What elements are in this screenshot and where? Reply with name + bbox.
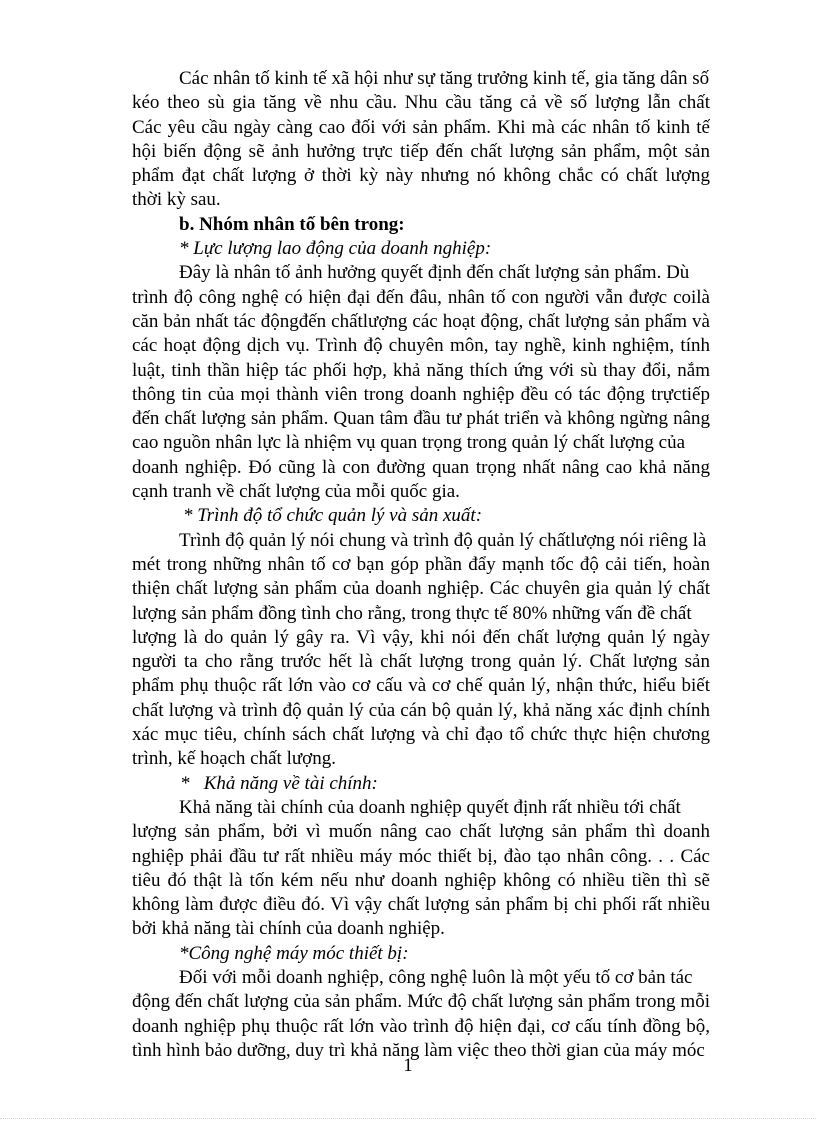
text-line: phẩm đạt chất lượng ở thời kỳ này nhưng nó không chắc có chất lượng [132,165,710,187]
text-line: bởi khả năng tài chính của doanh nghiệp. [132,918,445,940]
text-line: thời kỳ sau. [132,189,221,211]
text-line: Các nhân tố kinh tế xã hội như sự tăng trưởng kinh tế, gia tăng dân số [179,68,710,89]
text-line: doanh nghiệp. Đó cũng là con đường quan trọng nhất nâng cao khả năng [132,456,710,478]
text-line: xác mục tiêu, chính sách chất lượng và chỉ đạo tổ chức thực hiện chương [132,724,710,746]
body-text [132,67,710,1063]
page-bottom-divider [0,1118,816,1119]
text-line: chất lượng và trình độ quản lý của cán bộ quản lý, khả năng xác định chính [132,699,710,721]
text-line: đến chất lượng sản phẩm. Quan tâm đầu tư phát triển và không ngừng nâng [132,408,710,430]
text-line: các hoạt động dịch vụ. Trình độ chuyên môn, tay nghề, kinh nghiệm, tính [132,335,710,357]
subsection-heading: * Lực lượng lao động của doanh nghiệp: [179,238,492,260]
text-line: hội biến động sẽ ảnh hưởng trực tiếp đến chất lượng sản phẩm, một sản [132,140,710,162]
page-number: 1 [403,1055,413,1076]
text-line: cạnh tranh về chất lượng của mỗi quốc gia. [132,481,460,503]
text-line: kéo theo sù gia tăng về nhu cầu. Nhu cầu tăng cả về số lượng lẫn chất [132,92,710,114]
text-line: lượng là do quản lý gây ra. Vì vậy, khi nói đến chất lượng quản lý ngày [132,626,710,648]
text-line: tình hình bảo dưỡng, duy trì khả năng làm việc theo thời gian của máy móc [132,1039,705,1061]
section-heading: b. Nhóm nhân tố bên trong: [179,213,405,235]
text-line: trình, kế hoạch chất lượng. [132,748,336,770]
subsection-heading: * Khả năng về tài chính: [180,772,378,794]
text-line: động đến chất lượng của sản phẩm. Mức độ chất lượng sản phẩm trong mỗi [132,991,710,1013]
text-line: thông tin của mọi thành viên trong doanh nghiệp đều có tác động trựctiếp [132,383,710,405]
text-line: Đối với mỗi doanh nghiệp, công nghệ luôn là một yếu tố cơ bản tác [179,966,693,988]
text-line: nghiệp phải đầu tư rất nhiều máy móc thiết bị, đào tạo nhân công. . . Các [132,845,710,867]
text-line: lượng sản phẩm đồng tình cho rằng, trong thực tế 80% những vấn đề chất [132,602,692,624]
text-line: mét trong những nhân tố cơ bạn góp phần đẩy mạnh tốc độ cải tiến, hoàn [132,553,710,575]
text-line: Đây là nhân tố ảnh hưởng quyết định đến chất lượng sản phẩm. Dù [179,262,690,284]
text-line: không làm được điều đó. Vì vậy chất lượng sản phẩm bị chi phối rất nhiều [132,894,710,916]
text-line: trình độ công nghệ có hiện đại đến đâu, nhân tố con người vẫn được coilà [132,286,710,308]
subsection-heading: * Trình độ tổ chức quản lý và sản xuất: [183,505,483,527]
text-line: Trình độ quản lý nói chung và trình độ quản lý chấtlượng nói riêng là [179,529,707,551]
text-line: căn bản nhất tác độngđến chấtlượng các hoạt động, chất lượng sản phẩm và [132,310,710,332]
text-line: phẩm phụ thuộc rất lớn vào cơ cấu và cơ chế quản lý, nhận thức, hiểu biết [132,675,710,697]
text-line: thiện chất lượng sản phẩm của doanh nghiệp. Các chuyên gia quản lý chất [132,578,710,600]
text-line: cao nguồn nhân lực là nhiệm vụ quan trọng trong quản lý chất lượng của [132,432,686,454]
text-line: người ta cho rằng trước hết là chất lượng trong quản lý. Chất lượng sản [132,651,710,673]
subsection-heading: *Công nghệ máy móc thiết bị: [179,942,409,964]
text-line: doanh nghiệp phụ thuộc rất lớn vào trình độ hiện đại, cơ cấu tính đồng bộ, [132,1015,710,1037]
text-line: Các yêu cầu ngày càng cao đối với sản phẩm. Khi mà các nhân tố kinh tế [132,116,710,138]
text-line: lượng sản phẩm, bởi vì muốn nâng cao chất lượng sản phẩm thì doanh [132,821,710,843]
text-line: Khả năng tài chính của doanh nghiệp quyết định rất nhiều tới chất [179,796,681,818]
text-line: tiêu đó thật là tốn kém nếu như doanh nghiệp không có nhiều tiền thì sẽ [132,869,710,891]
text-line: luật, tinh thần hiệp tác phối hợp, khả năng thích ứng với sù thay đổi, nắm [132,359,710,381]
